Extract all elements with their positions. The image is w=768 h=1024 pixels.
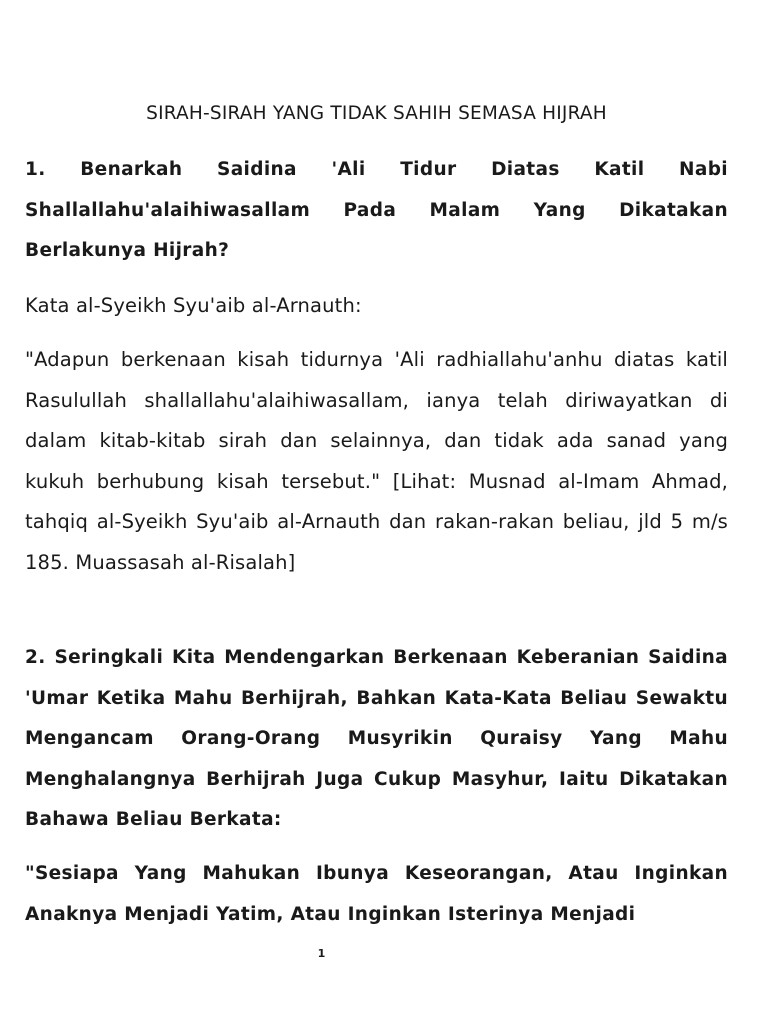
quote-paragraph-1: "Adapun berkenaan kisah tidurnya 'Ali radhiallahu'anhu diatas katil Rasulullah shallallahu'alaihiwasallam, ianya telah diriwayatkan di dalam kitab-kitab sirah dan selainnya, dan tidak ada sanad yang kukuh berhubung kisah tersebut." [Lihat: Musnad al-Imam Ahmad, tahqiq al-Syeikh Syu'aib al-Arnauth dan rakan-rakan beliau, jld 5 m/s 185. Muassasah al-Risalah] <box>25 348 728 574</box>
section-heading-2: 2. Seringkali Kita Mendengarkan Berkenaan Keberanian Saidina 'Umar Ketika Mahu Berhijrah, Bahkan Kata-Kata Beliau Sewaktu Mengancam Orang-Orang Musyrikin Quraisy Yang Mahu Menghalangnya Berhijrah Juga Cukup Masyhur, Iaitu Dikatakan Bahawa Beliau Berkata: <box>25 647 728 830</box>
quote-paragraph-2: "Sesiapa Yang Mahukan Ibunya Keseorangan, Atau Inginkan Anaknya Menjadi Yatim, Atau Inginkan Isterinya Menjadi <box>25 863 728 925</box>
intro-paragraph-1: Kata al-Syeikh Syu'aib al-Arnauth: <box>25 294 362 317</box>
section-heading-1: 1. Benarkah Saidina 'Ali Tidur Diatas Katil Nabi Shallallahu'alaihiwasallam Pada Malam Yang Dikatakan Berlakunya Hijrah? <box>25 159 728 261</box>
document-page <box>25 0 728 1024</box>
page-number: 1 <box>317 947 326 960</box>
document-title: SIRAH-SIRAH YANG TIDAK SAHIH SEMASA HIJRAH <box>146 103 607 124</box>
